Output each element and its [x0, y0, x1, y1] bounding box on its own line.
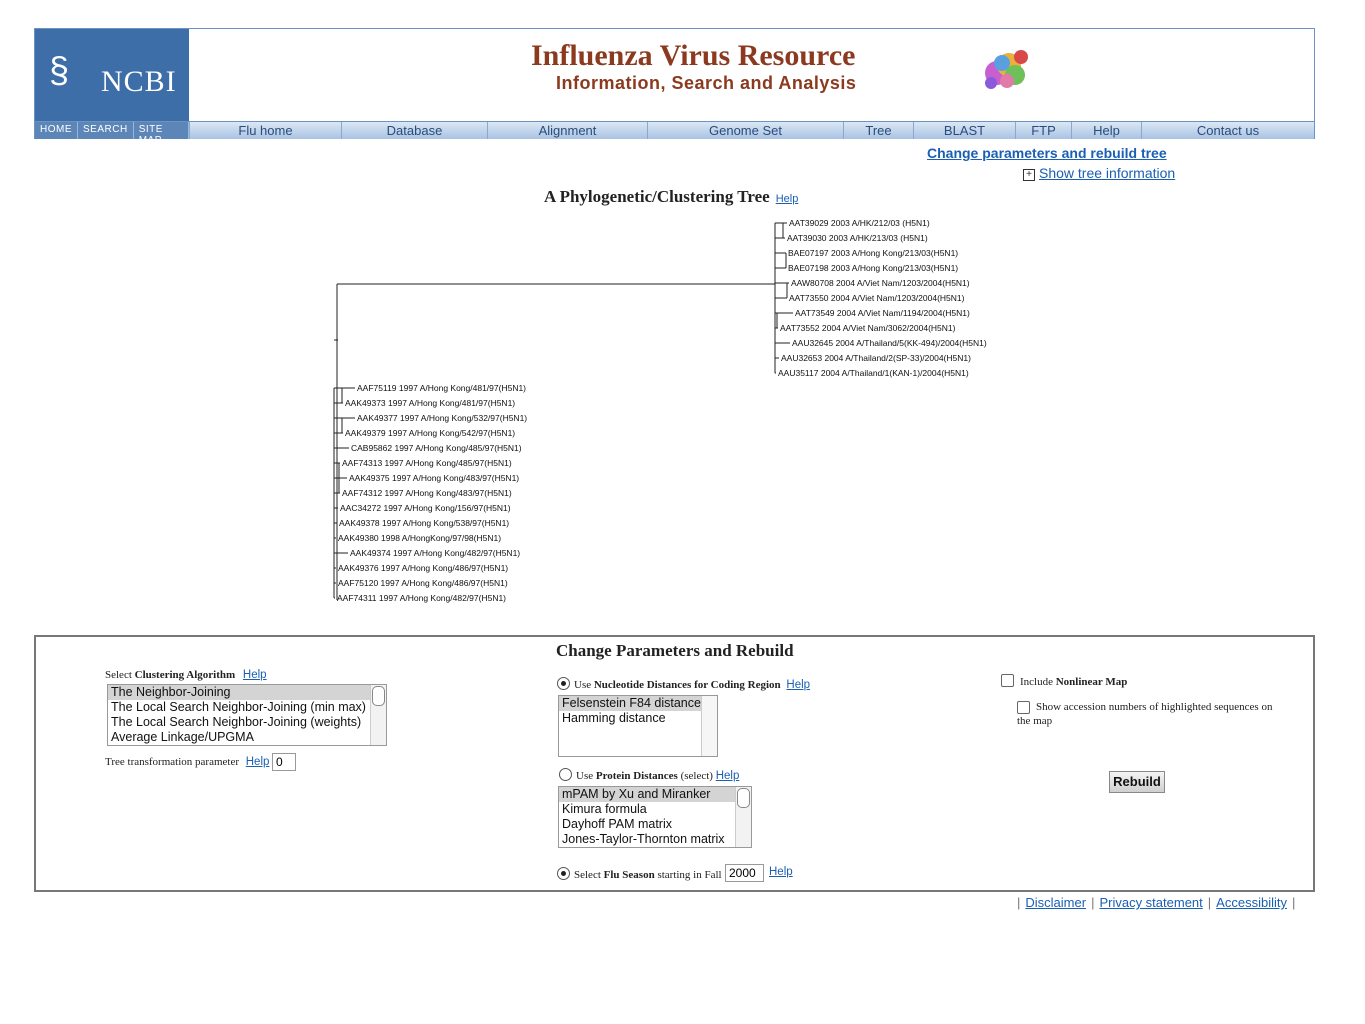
tree-leaf-label[interactable]: AAF74312 1997 A/Hong Kong/483/97(H5N1): [342, 488, 512, 498]
algorithm-option[interactable]: The Local Search Neighbor-Joining (weights): [111, 715, 362, 729]
nav-home[interactable]: HOME: [35, 122, 78, 139]
nav-tree[interactable]: Tree: [843, 122, 913, 139]
tree-leaf-label[interactable]: AAU35117 2004 A/Thailand/1(KAN-1)/2004(H5N1): [778, 368, 969, 378]
nav-ftp[interactable]: FTP: [1015, 122, 1071, 139]
nav-site-map[interactable]: SITE MAP: [134, 122, 189, 139]
include-word: Include: [1020, 676, 1053, 688]
tree-leaf-label[interactable]: AAT73552 2004 A/Viet Nam/3062/2004(H5N1): [780, 323, 956, 333]
tree-leaf-label[interactable]: AAC34272 1997 A/Hong Kong/156/97(H5N1): [340, 503, 511, 513]
tree-leaf-label[interactable]: AAK49377 1997 A/Hong Kong/532/97(H5N1): [357, 413, 528, 423]
tree-leaf-label[interactable]: AAF74313 1997 A/Hong Kong/485/97(H5N1): [342, 458, 512, 468]
tree-branches: [334, 223, 793, 600]
protein-distance-select[interactable]: [558, 786, 752, 848]
protein-option[interactable]: Dayhoff PAM matrix: [562, 817, 672, 831]
tree-leaf-label[interactable]: BAE07197 2003 A/Hong Kong/213/03(H5N1): [788, 248, 959, 258]
tree-title-text: A Phylogenetic/Clustering Tree: [544, 187, 770, 206]
tree-leaf-label[interactable]: AAF74311 1997 A/Hong Kong/482/97(H5N1): [337, 593, 507, 603]
select-word: Select: [105, 669, 132, 681]
nav-genome-set[interactable]: Genome Set: [647, 122, 843, 139]
nucleotide-option[interactable]: Felsenstein F84 distance: [559, 696, 717, 711]
clustering-help-link[interactable]: Help: [242, 669, 267, 681]
tree-leaf-label[interactable]: BAE07198 2003 A/Hong Kong/213/03(H5N1): [788, 263, 959, 273]
nucleotide-option-row: [557, 677, 810, 691]
tree-leaf-label[interactable]: AAK49374 1997 A/Hong Kong/482/97(H5N1): [350, 548, 521, 558]
tree-leaf-label[interactable]: AAK49378 1997 A/Hong Kong/538/97(H5N1): [339, 518, 510, 528]
tree-leaf-label[interactable]: AAT73549 2004 A/Viet Nam/1194/2004(H5N1): [795, 308, 970, 318]
protein-select-hint: (select): [680, 770, 713, 782]
show-accession-label: Show accession numbers of highlighted sequences on the map: [1017, 701, 1273, 727]
nav-flu-home[interactable]: Flu home: [189, 122, 341, 139]
privacy-link[interactable]: Privacy statement: [1099, 895, 1203, 910]
starting-fall-text: starting in Fall: [657, 869, 722, 881]
algorithm-scrollbar[interactable]: [370, 685, 386, 745]
protein-option[interactable]: mPAM by Xu and Miranker: [559, 787, 751, 802]
tree-leaf-label[interactable]: AAK49375 1997 A/Hong Kong/483/97(H5N1): [349, 473, 520, 483]
tree-leaf-label[interactable]: AAF75120 1997 A/Hong Kong/486/97(H5N1): [338, 578, 508, 588]
algorithm-option[interactable]: The Local Search Neighbor-Joining (min max): [111, 700, 366, 714]
scroll-thumb[interactable]: [372, 686, 385, 706]
use-word: Use: [576, 770, 594, 782]
select-word: Select: [574, 869, 601, 881]
tree-leaf-label[interactable]: AAT39029 2003 A/HK/212/03 (H5N1): [789, 218, 930, 228]
flu-season-input[interactable]: 2000: [725, 864, 764, 882]
algorithm-option[interactable]: The Neighbor-Joining: [108, 685, 386, 700]
footer-links: | Disclaimer | Privacy statement | Accessibility |: [1017, 895, 1296, 910]
nucleotide-option[interactable]: Hamming distance: [562, 711, 666, 725]
nonlinear-map-label: Nonlinear Map: [1055, 676, 1128, 688]
nucleotide-radio[interactable]: [557, 677, 570, 690]
nucleotide-help-link[interactable]: Help: [786, 679, 811, 691]
tree-param-input[interactable]: 0: [272, 753, 296, 771]
show-accession-checkbox[interactable]: [1017, 701, 1030, 714]
nav-search[interactable]: SEARCH: [78, 122, 134, 139]
clustering-algorithm-text: Clustering Algorithm: [134, 669, 236, 681]
panel-title: Change Parameters and Rebuild: [556, 641, 794, 660]
tree-leaf-labels: [337, 218, 987, 603]
nucleotide-distance-select[interactable]: [558, 695, 718, 757]
accessibility-link[interactable]: Accessibility: [1216, 895, 1287, 910]
nav-help[interactable]: Help: [1071, 122, 1141, 139]
protein-radio[interactable]: [559, 768, 572, 781]
flu-season-radio[interactable]: [557, 867, 570, 880]
site-title: Influenza Virus Resource: [531, 39, 856, 72]
tree-leaf-label[interactable]: CAB95862 1997 A/Hong Kong/485/97(H5N1): [351, 443, 522, 453]
protein-label: Protein Distances: [595, 770, 678, 782]
protein-option-row: [559, 768, 739, 782]
clustering-label: [105, 669, 267, 681]
tree-param-help-link[interactable]: Help: [245, 756, 270, 768]
tree-leaf-label[interactable]: AAT39030 2003 A/HK/213/03 (H5N1): [787, 233, 928, 243]
disclaimer-link[interactable]: Disclaimer: [1025, 895, 1087, 910]
flu-season-help-link[interactable]: Help: [769, 866, 793, 878]
algorithm-option[interactable]: Average Linkage/UPGMA: [111, 730, 254, 744]
tree-help-link[interactable]: Help: [775, 193, 799, 205]
nucleotide-label: Nucleotide Distances for Coding Region: [593, 679, 781, 691]
change-parameters-link[interactable]: Change parameters and rebuild tree: [927, 145, 1167, 161]
scroll-thumb[interactable]: [737, 788, 750, 808]
nav-database[interactable]: Database: [341, 122, 487, 139]
tree-leaf-label[interactable]: AAW80708 2004 A/Viet Nam/1203/2004(H5N1): [791, 278, 970, 288]
tree-leaf-label[interactable]: AAU32653 2004 A/Thailand/2(SP-33)/2004(H5N1): [781, 353, 971, 363]
protein-option[interactable]: Jones-Taylor-Thornton matrix: [562, 832, 725, 846]
expand-icon[interactable]: +: [1023, 169, 1035, 181]
ncbi-helix-icon: §: [49, 49, 70, 90]
flu-season-row: [557, 867, 722, 881]
tree-leaf-label[interactable]: AAK49380 1998 A/HongKong/97/98(H5N1): [338, 533, 502, 543]
tree-param-label: Tree transformation parameter: [105, 756, 239, 768]
tree-param-row: [105, 756, 269, 768]
protein-help-link[interactable]: Help: [715, 770, 740, 782]
protein-scrollbar[interactable]: [735, 787, 751, 847]
flu-season-label: Flu Season: [603, 869, 655, 881]
use-word: Use: [574, 679, 592, 691]
nav-blast[interactable]: BLAST: [913, 122, 1015, 139]
rebuild-button[interactable]: Rebuild: [1109, 771, 1165, 793]
ncbi-logo-text: NCBI: [101, 65, 177, 98]
show-tree-info-link[interactable]: Show tree information: [1039, 165, 1176, 181]
tree-leaf-label[interactable]: AAK49379 1997 A/Hong Kong/542/97(H5N1): [345, 428, 516, 438]
nonlinear-map-checkbox[interactable]: [1001, 674, 1014, 687]
tree-leaf-label[interactable]: AAU32645 2004 A/Thailand/5(KK-494)/2004(H5N1): [792, 338, 987, 348]
tree-leaf-label[interactable]: AAK49376 1997 A/Hong Kong/486/97(H5N1): [338, 563, 509, 573]
clustering-algorithm-select[interactable]: [107, 684, 387, 746]
nav-alignment[interactable]: Alignment: [487, 122, 647, 139]
site-subtitle: Information, Search and Analysis: [556, 73, 857, 93]
tree-leaf-label[interactable]: AAK49373 1997 A/Hong Kong/481/97(H5N1): [345, 398, 516, 408]
nonlinear-map-row: [1001, 674, 1127, 688]
tree-leaf-label[interactable]: AAF75119 1997 A/Hong Kong/481/97(H5N1): [357, 383, 527, 393]
protein-option[interactable]: Kimura formula: [562, 802, 647, 816]
nucleotide-scrollbar[interactable]: [701, 696, 717, 756]
tree-leaf-label[interactable]: AAT73550 2004 A/Viet Nam/1203/2004(H5N1): [789, 293, 965, 303]
nav-contact-us[interactable]: Contact us: [1141, 122, 1314, 139]
show-accession-row: [1017, 700, 1277, 728]
